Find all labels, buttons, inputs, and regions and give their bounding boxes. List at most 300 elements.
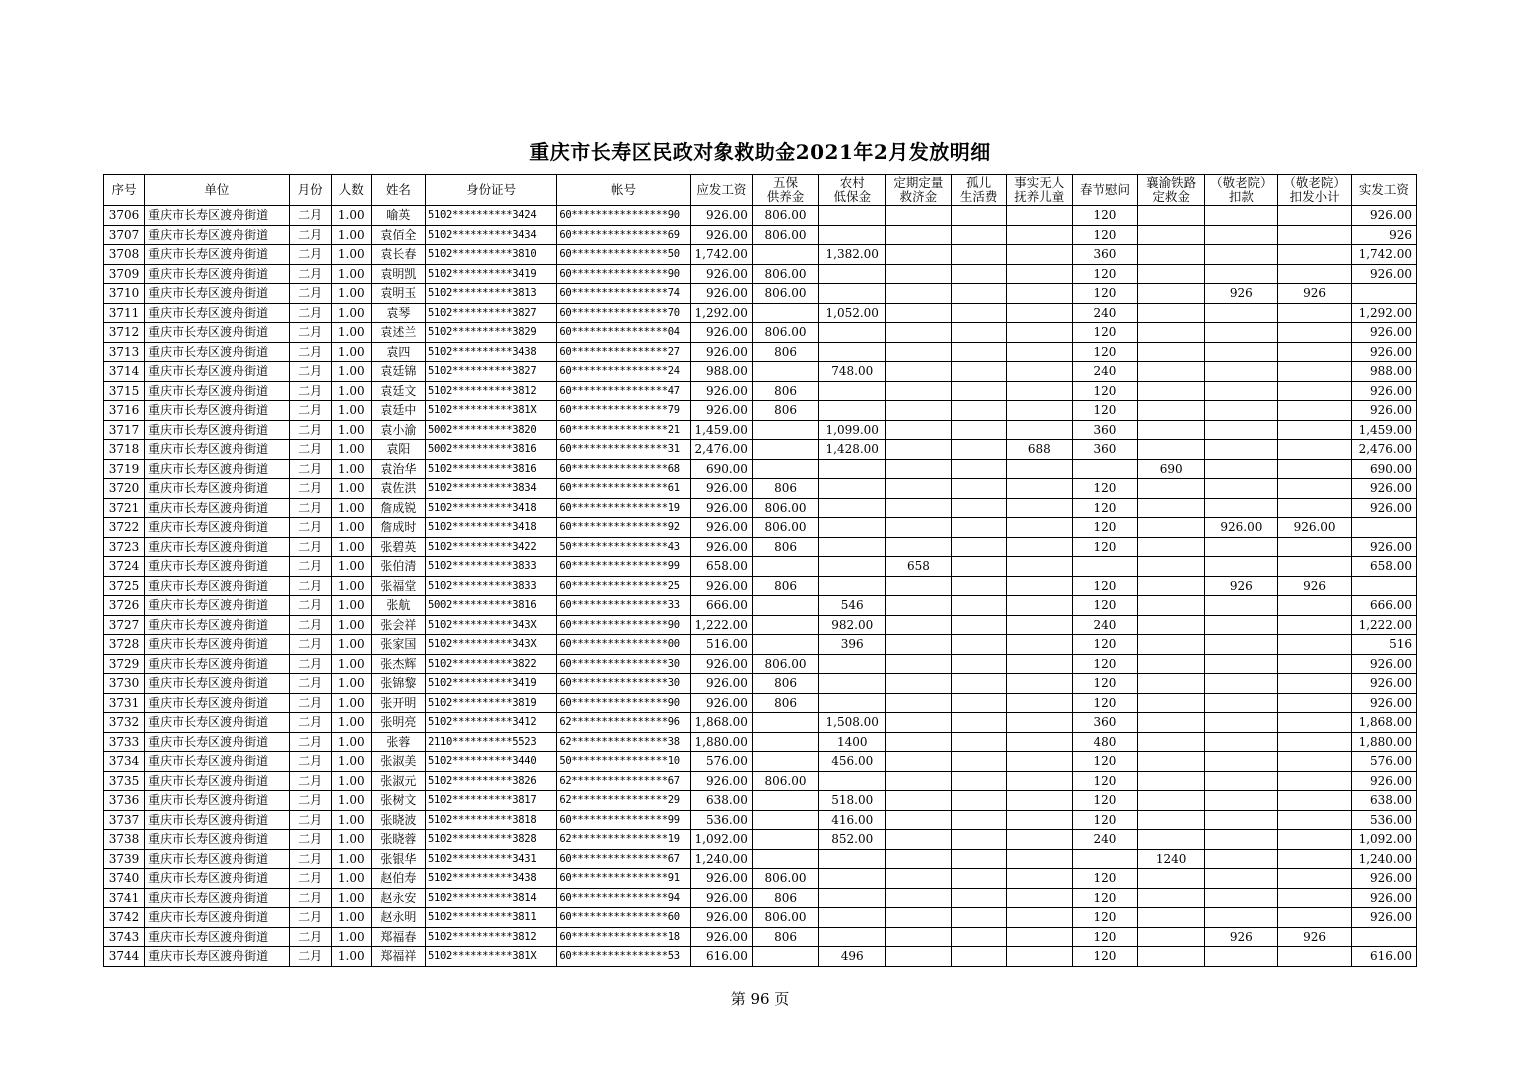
cell-account: 60****************21 [557,420,690,440]
cell-month: 二月 [289,557,331,577]
cell-spring-festival [1072,557,1137,577]
header-col-rural-dibao: 农村 低保金 [819,175,886,206]
cell-gross-pay: 1,742.00 [690,245,752,265]
cell-count: 1.00 [331,869,371,889]
header-col-nursing-subtotal: （敬老院） 扣发小计 [1278,175,1351,206]
cell-wubao [752,830,818,850]
cell-nursing-subtotal [1278,498,1351,518]
cell-month: 二月 [289,947,331,967]
cell-count: 1.00 [331,849,371,869]
cell-wubao: 806.00 [752,284,818,304]
cell-nursing-subtotal: 926.00 [1278,518,1351,538]
cell-xiangyu-railway [1138,206,1205,226]
cell-nursing-subtotal [1278,381,1351,401]
cell-wubao: 806.00 [752,498,818,518]
cell-id-number: 5102**********3828 [425,830,556,850]
cell-count: 1.00 [331,908,371,928]
cell-seq: 3737 [104,810,145,830]
cell-wubao [752,303,818,323]
cell-spring-festival: 120 [1072,498,1137,518]
cell-name: 袁廷中 [371,401,425,421]
cell-month: 二月 [289,849,331,869]
cell-nursing-deduction [1205,908,1278,928]
cell-name: 张淑元 [371,771,425,791]
cell-seq: 3710 [104,284,145,304]
cell-nursing-deduction [1205,381,1278,401]
cell-orphan [951,849,1006,869]
table-row [104,225,1417,245]
cell-seq: 3707 [104,225,145,245]
cell-nursing-deduction [1205,596,1278,616]
cell-de-facto-orphan [1006,810,1072,830]
cell-nursing-deduction [1205,362,1278,382]
table-row [104,693,1417,713]
cell-nursing-deduction [1205,225,1278,245]
cell-de-facto-orphan [1006,752,1072,772]
cell-rural-dibao: 416.00 [819,810,886,830]
cell-seq: 3721 [104,498,145,518]
cell-de-facto-orphan [1006,615,1072,635]
cell-count: 1.00 [331,713,371,733]
cell-net-pay: 926.00 [1351,674,1416,694]
cell-seq: 3741 [104,888,145,908]
cell-spring-festival: 120 [1072,693,1137,713]
cell-unit: 重庆市长寿区渡舟街道 [145,381,289,401]
cell-gross-pay: 926.00 [690,206,752,226]
cell-de-facto-orphan [1006,849,1072,869]
cell-account: 60****************92 [557,518,690,538]
cell-gross-pay: 926.00 [690,381,752,401]
cell-spring-festival: 120 [1072,206,1137,226]
cell-unit: 重庆市长寿区渡舟街道 [145,479,289,499]
cell-spring-festival: 240 [1072,615,1137,635]
cell-gross-pay: 2,476.00 [690,440,752,460]
cell-spring-festival: 360 [1072,440,1137,460]
cell-gross-pay: 690.00 [690,459,752,479]
cell-unit: 重庆市长寿区渡舟街道 [145,401,289,421]
cell-nursing-deduction [1205,615,1278,635]
cell-month: 二月 [289,791,331,811]
cell-count: 1.00 [331,693,371,713]
cell-xiangyu-railway [1138,303,1205,323]
cell-rural-dibao [819,459,886,479]
cell-count: 1.00 [331,674,371,694]
cell-regular-relief [886,479,951,499]
cell-count: 1.00 [331,830,371,850]
cell-regular-relief [886,576,951,596]
cell-rural-dibao [819,537,886,557]
cell-net-pay: 926.00 [1351,771,1416,791]
cell-unit: 重庆市长寿区渡舟街道 [145,576,289,596]
cell-de-facto-orphan [1006,791,1072,811]
table-row [104,479,1417,499]
table-row [104,908,1417,928]
cell-nursing-subtotal [1278,206,1351,226]
cell-month: 二月 [289,401,331,421]
cell-orphan [951,557,1006,577]
cell-account: 60****************19 [557,498,690,518]
cell-name: 袁廷锦 [371,362,425,382]
cell-unit: 重庆市长寿区渡舟街道 [145,927,289,947]
cell-unit: 重庆市长寿区渡舟街道 [145,557,289,577]
table-row [104,654,1417,674]
cell-account: 60****************90 [557,264,690,284]
cell-nursing-subtotal [1278,557,1351,577]
cell-gross-pay: 536.00 [690,810,752,830]
cell-net-pay: 988.00 [1351,362,1416,382]
cell-spring-festival: 120 [1072,635,1137,655]
cell-gross-pay: 926.00 [690,518,752,538]
cell-account: 62****************38 [557,732,690,752]
cell-id-number: 5102**********3412 [425,713,556,733]
cell-de-facto-orphan [1006,420,1072,440]
cell-unit: 重庆市长寿区渡舟街道 [145,654,289,674]
cell-account: 62****************96 [557,713,690,733]
cell-net-pay: 1,868.00 [1351,713,1416,733]
cell-xiangyu-railway [1138,264,1205,284]
table-row [104,888,1417,908]
cell-de-facto-orphan [1006,596,1072,616]
cell-account: 62****************29 [557,791,690,811]
cell-count: 1.00 [331,654,371,674]
cell-orphan [951,206,1006,226]
cell-regular-relief [886,888,951,908]
cell-name: 郑福春 [371,927,425,947]
cell-seq: 3739 [104,849,145,869]
cell-de-facto-orphan [1006,498,1072,518]
cell-account: 60****************70 [557,303,690,323]
cell-net-pay: 926.00 [1351,264,1416,284]
cell-name: 张家国 [371,635,425,655]
cell-orphan [951,615,1006,635]
cell-wubao: 806 [752,381,818,401]
cell-net-pay: 926.00 [1351,537,1416,557]
header-col-id-number: 身份证号 [425,175,556,206]
cell-orphan [951,927,1006,947]
header-col-account: 帐号 [557,175,690,206]
cell-xiangyu-railway [1138,420,1205,440]
cell-name: 袁明凯 [371,264,425,284]
cell-regular-relief [886,381,951,401]
cell-nursing-deduction [1205,693,1278,713]
table-row [104,537,1417,557]
cell-unit: 重庆市长寿区渡舟街道 [145,284,289,304]
table-row [104,342,1417,362]
cell-orphan [951,869,1006,889]
cell-nursing-subtotal [1278,947,1351,967]
cell-seq: 3706 [104,206,145,226]
cell-spring-festival: 120 [1072,654,1137,674]
cell-seq: 3718 [104,440,145,460]
cell-id-number: 5102**********3810 [425,245,556,265]
cell-xiangyu-railway [1138,479,1205,499]
cell-wubao [752,791,818,811]
cell-count: 1.00 [331,732,371,752]
cell-count: 1.00 [331,401,371,421]
cell-orphan [951,440,1006,460]
cell-spring-festival: 480 [1072,732,1137,752]
cell-id-number: 5002**********3816 [425,596,556,616]
cell-id-number: 5102**********3418 [425,518,556,538]
cell-orphan [951,888,1006,908]
cell-account: 60****************25 [557,576,690,596]
cell-regular-relief [886,674,951,694]
cell-xiangyu-railway [1138,362,1205,382]
cell-xiangyu-railway [1138,927,1205,947]
header-col-xiangyu-railway: 襄渝铁路 定救金 [1138,175,1205,206]
cell-count: 1.00 [331,947,371,967]
cell-nursing-subtotal [1278,420,1351,440]
cell-wubao [752,245,818,265]
cell-seq: 3712 [104,323,145,343]
cell-nursing-subtotal [1278,303,1351,323]
table-row [104,264,1417,284]
cell-net-pay: 576.00 [1351,752,1416,772]
cell-month: 二月 [289,908,331,928]
cell-nursing-subtotal [1278,362,1351,382]
cell-regular-relief [886,791,951,811]
cell-id-number: 2110**********5523 [425,732,556,752]
cell-unit: 重庆市长寿区渡舟街道 [145,830,289,850]
cell-xiangyu-railway [1138,596,1205,616]
cell-regular-relief [886,284,951,304]
table-row [104,401,1417,421]
cell-de-facto-orphan [1006,323,1072,343]
cell-spring-festival: 120 [1072,264,1137,284]
cell-count: 1.00 [331,810,371,830]
cell-gross-pay: 926.00 [690,693,752,713]
cell-regular-relief [886,264,951,284]
cell-wubao [752,362,818,382]
cell-month: 二月 [289,362,331,382]
cell-xiangyu-railway [1138,576,1205,596]
cell-nursing-deduction [1205,459,1278,479]
cell-account: 60****************90 [557,206,690,226]
cell-de-facto-orphan [1006,635,1072,655]
cell-orphan [951,752,1006,772]
cell-month: 二月 [289,264,331,284]
cell-xiangyu-railway [1138,323,1205,343]
cell-nursing-deduction [1205,888,1278,908]
cell-name: 袁四 [371,342,425,362]
cell-rural-dibao: 518.00 [819,791,886,811]
cell-id-number: 5102**********3827 [425,362,556,382]
cell-id-number: 5102**********343X [425,615,556,635]
cell-regular-relief [886,713,951,733]
cell-spring-festival: 360 [1072,713,1137,733]
cell-name: 袁佰全 [371,225,425,245]
cell-rural-dibao: 982.00 [819,615,886,635]
cell-id-number: 5102**********343X [425,635,556,655]
cell-nursing-deduction: 926 [1205,284,1278,304]
cell-xiangyu-railway [1138,810,1205,830]
cell-nursing-subtotal [1278,596,1351,616]
cell-nursing-deduction [1205,654,1278,674]
cell-gross-pay: 926.00 [690,888,752,908]
table-row [104,284,1417,304]
cell-de-facto-orphan [1006,459,1072,479]
cell-gross-pay: 926.00 [690,479,752,499]
cell-month: 二月 [289,615,331,635]
cell-wubao: 806.00 [752,908,818,928]
cell-rural-dibao [819,342,886,362]
cell-name: 张开明 [371,693,425,713]
cell-xiangyu-railway [1138,225,1205,245]
cell-id-number: 5102**********3434 [425,225,556,245]
cell-xiangyu-railway [1138,284,1205,304]
cell-nursing-subtotal [1278,440,1351,460]
cell-regular-relief [886,323,951,343]
cell-account: 60****************61 [557,479,690,499]
cell-seq: 3723 [104,537,145,557]
cell-account: 60****************04 [557,323,690,343]
cell-de-facto-orphan [1006,557,1072,577]
cell-nursing-subtotal [1278,479,1351,499]
cell-seq: 3722 [104,518,145,538]
cell-rural-dibao: 1,052.00 [819,303,886,323]
cell-wubao [752,849,818,869]
cell-xiangyu-railway [1138,888,1205,908]
cell-de-facto-orphan [1006,284,1072,304]
cell-id-number: 5102**********3440 [425,752,556,772]
cell-gross-pay: 1,222.00 [690,615,752,635]
cell-id-number: 5102**********3818 [425,810,556,830]
cell-de-facto-orphan [1006,225,1072,245]
cell-nursing-deduction [1205,752,1278,772]
cell-account: 60****************74 [557,284,690,304]
cell-net-pay: 2,476.00 [1351,440,1416,460]
cell-nursing-subtotal [1278,869,1351,889]
cell-net-pay: 926.00 [1351,908,1416,928]
cell-count: 1.00 [331,440,371,460]
cell-unit: 重庆市长寿区渡舟街道 [145,615,289,635]
cell-id-number: 5102**********3834 [425,479,556,499]
cell-seq: 3743 [104,927,145,947]
cell-count: 1.00 [331,518,371,538]
table-row [104,576,1417,596]
table-row [104,615,1417,635]
cell-nursing-subtotal [1278,459,1351,479]
table-row [104,752,1417,772]
cell-orphan [951,225,1006,245]
cell-month: 二月 [289,674,331,694]
cell-nursing-subtotal [1278,245,1351,265]
cell-orphan [951,381,1006,401]
cell-xiangyu-railway: 1240 [1138,849,1205,869]
cell-unit: 重庆市长寿区渡舟街道 [145,771,289,791]
cell-month: 二月 [289,420,331,440]
cell-nursing-deduction: 926.00 [1205,518,1278,538]
cell-wubao: 806.00 [752,264,818,284]
cell-nursing-deduction [1205,791,1278,811]
cell-id-number: 5102**********3812 [425,927,556,947]
cell-wubao: 806 [752,674,818,694]
cell-id-number: 5102**********3813 [425,284,556,304]
cell-account: 60****************90 [557,615,690,635]
cell-orphan [951,674,1006,694]
cell-count: 1.00 [331,479,371,499]
cell-seq: 3733 [104,732,145,752]
cell-nursing-deduction [1205,810,1278,830]
cell-wubao: 806.00 [752,771,818,791]
cell-unit: 重庆市长寿区渡舟街道 [145,849,289,869]
cell-de-facto-orphan [1006,206,1072,226]
cell-month: 二月 [289,869,331,889]
cell-spring-festival: 120 [1072,947,1137,967]
cell-count: 1.00 [331,420,371,440]
header-col-spring-festival: 春节慰问 [1072,175,1137,206]
cell-orphan [951,596,1006,616]
cell-regular-relief [886,537,951,557]
cell-unit: 重庆市长寿区渡舟街道 [145,752,289,772]
cell-name: 喻英 [371,206,425,226]
cell-id-number: 5102**********3814 [425,888,556,908]
cell-rural-dibao [819,654,886,674]
cell-seq: 3740 [104,869,145,889]
cell-xiangyu-railway [1138,791,1205,811]
cell-nursing-deduction [1205,323,1278,343]
cell-nursing-subtotal [1278,810,1351,830]
cell-net-pay [1351,927,1416,947]
cell-unit: 重庆市长寿区渡舟街道 [145,713,289,733]
header-col-gross-pay: 应发工资 [690,175,752,206]
cell-gross-pay: 926.00 [690,869,752,889]
cell-wubao: 806.00 [752,323,818,343]
cell-id-number: 5102**********3819 [425,693,556,713]
cell-name: 张航 [371,596,425,616]
table-row [104,713,1417,733]
table-row [104,791,1417,811]
cell-seq: 3731 [104,693,145,713]
header-col-regular-relief: 定期定量 救济金 [886,175,951,206]
cell-regular-relief [886,459,951,479]
cell-count: 1.00 [331,459,371,479]
cell-gross-pay: 926.00 [690,342,752,362]
cell-nursing-deduction [1205,498,1278,518]
cell-xiangyu-railway [1138,518,1205,538]
cell-regular-relief [886,342,951,362]
cell-month: 二月 [289,635,331,655]
cell-gross-pay: 926.00 [690,654,752,674]
cell-gross-pay: 926.00 [690,927,752,947]
cell-account: 60****************69 [557,225,690,245]
cell-regular-relief [886,947,951,967]
cell-de-facto-orphan [1006,303,1072,323]
cell-xiangyu-railway: 690 [1138,459,1205,479]
cell-nursing-deduction [1205,401,1278,421]
cell-orphan [951,245,1006,265]
cell-rural-dibao [819,264,886,284]
cell-rural-dibao [819,693,886,713]
cell-id-number: 5102**********3827 [425,303,556,323]
cell-gross-pay: 926.00 [690,908,752,928]
cell-name: 袁阳 [371,440,425,460]
cell-spring-festival: 120 [1072,927,1137,947]
cell-de-facto-orphan [1006,479,1072,499]
cell-nursing-subtotal: 926 [1278,927,1351,947]
cell-unit: 重庆市长寿区渡舟街道 [145,888,289,908]
cell-net-pay: 926.00 [1351,323,1416,343]
cell-wubao: 806.00 [752,869,818,889]
cell-xiangyu-railway [1138,615,1205,635]
cell-de-facto-orphan [1006,362,1072,382]
cell-rural-dibao [819,518,886,538]
cell-month: 二月 [289,596,331,616]
cell-gross-pay: 926.00 [690,264,752,284]
cell-unit: 重庆市长寿区渡舟街道 [145,537,289,557]
cell-name: 赵伯寿 [371,869,425,889]
cell-id-number: 5102**********3826 [425,771,556,791]
